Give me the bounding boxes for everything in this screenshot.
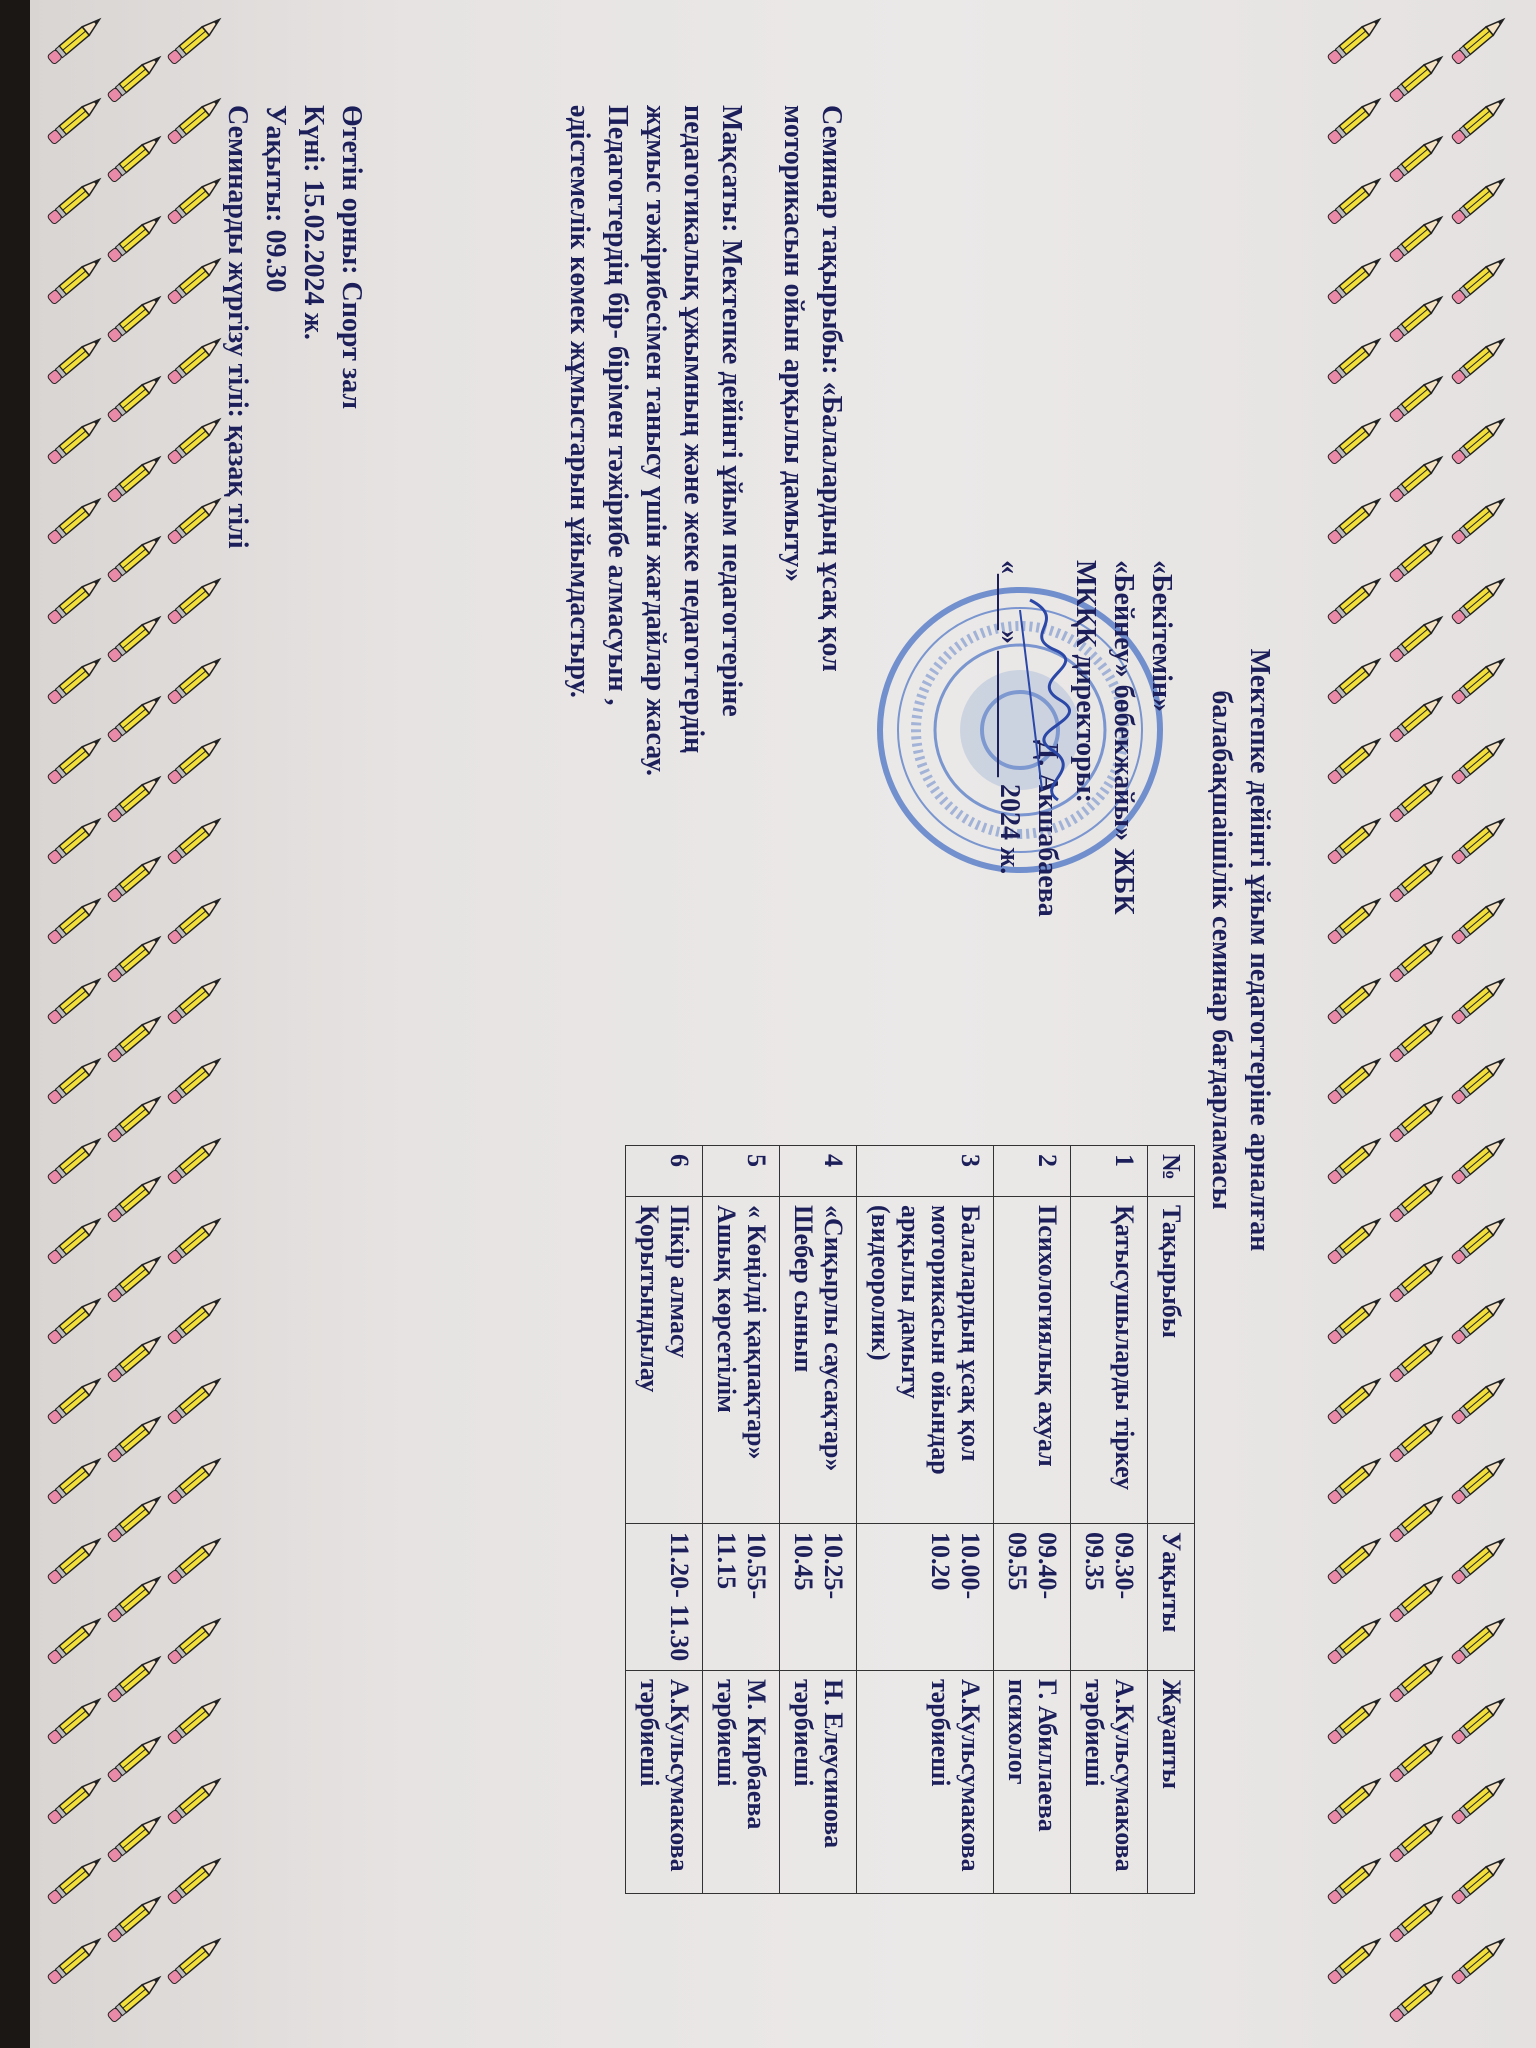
row-responsible: А.Кульсумакова тәрбиеші [857,1671,994,1894]
pencil-icon [1327,95,1383,145]
table-row [1071,1146,1148,1894]
table-row [703,1146,780,1894]
row-number: 5 [703,1146,780,1197]
pencil-icon [1451,415,1507,465]
pencil-icon [1389,1493,1445,1543]
pencil-icon [107,1893,163,1943]
schedule-header-row [1148,1146,1195,1894]
pencil-icon [1389,693,1445,743]
pencil-icon [47,1855,103,1905]
pencil-icon [1327,1695,1383,1745]
pencil-icon [107,693,163,743]
table-row [994,1146,1071,1894]
director-name: Д. Акшабаева [1032,740,1063,917]
row-responsible: Н. Елеусинова тәрбиеші [780,1671,857,1894]
pencil-icon [107,1173,163,1223]
pencil-icon [107,1253,163,1303]
signature [1010,590,1080,810]
event-details [218,105,370,548]
pencil-icon [1389,373,1445,423]
schedule-table [625,1145,1195,1894]
pencil-icon [107,1573,163,1623]
pencil-icon [1327,415,1383,465]
pencil-icon [47,815,103,865]
row-time: 11.20- 11.30 [626,1524,703,1671]
pencil-icon [1451,15,1507,65]
pencil-icon [1327,1215,1383,1265]
row-number: 2 [994,1146,1071,1197]
pencil-icon [1451,1215,1507,1265]
row-topic: Пікір алмасу Қорытындылау [626,1197,703,1524]
pencil-icon [1327,1775,1383,1825]
table-row [857,1146,994,1894]
pencil-icon [47,255,103,305]
pencil-icon [47,495,103,545]
pencil-icon [1389,133,1445,183]
pencil-icon [107,1733,163,1783]
pencil-border-right [1320,0,1520,2048]
pencil-icon [1327,575,1383,625]
pencil-icon [107,1333,163,1383]
pencil-icon [1327,1375,1383,1425]
row-time: 09.30- 09.35 [1071,1524,1148,1671]
pencil-icon [47,335,103,385]
row-topic: Психологиялық ахуал [994,1197,1071,1524]
row-responsible: А.Кульсумакова тәрбиеші [626,1671,703,1894]
pencil-icon [107,133,163,183]
pencil-icon [1451,1055,1507,1105]
pencil-icon [47,15,103,65]
event-language: Семинарды жүргізу тілі: қазақ тілі [222,105,253,549]
pencil-icon [1327,175,1383,225]
pencil-icon [1389,1253,1445,1303]
pencil-icon [1451,1295,1507,1345]
organization-name: «Бейнеу» бөбекжайы» ЖБК [1108,560,1139,915]
pencil-icon [1451,575,1507,625]
pencil-icon [1389,1573,1445,1623]
pencil-icon [107,933,163,983]
pencil-icon [107,1813,163,1863]
pencil-icon [1327,1295,1383,1345]
row-topic: Балалардың ұсақ қол моторикасын ойындар арқылы дамыту (видеоролик) [857,1197,994,1524]
pencil-icon [47,1295,103,1345]
pencil-icon [107,453,163,503]
row-time: 10.55- 11.15 [703,1524,780,1671]
pencil-icon [1389,53,1445,103]
row-responsible: М. Кирбаева тәрбиеші [703,1671,780,1894]
pencil-icon [1451,815,1507,865]
pencil-icon [107,1093,163,1143]
pencil-icon [1451,1935,1507,1985]
pencil-icon [1389,1733,1445,1783]
approve-label: «Бекітемін» [1146,560,1177,713]
pencil-icon [1451,255,1507,305]
pencil-icon [47,1615,103,1665]
pencil-icon [1451,1135,1507,1185]
pencil-icon [1451,175,1507,225]
pencil-icon [1327,15,1383,65]
pencil-icon [1327,1135,1383,1185]
pencil-icon [47,95,103,145]
header-responsible: Жауапты [1148,1671,1195,1894]
pencil-icon [1389,1813,1445,1863]
pencil-icon [1389,1413,1445,1463]
pencil-icon [107,293,163,343]
pencil-icon [1389,1973,1445,2023]
pencil-icon [1389,1013,1445,1063]
pencil-icon [47,1215,103,1265]
director-label: МКҚК директоры: [1070,560,1101,803]
seminar-topic: Семинар тақырыбы: «Балалардың ұсақ қол моторикасын ойын арқылы дамыту» [778,105,847,672]
pencil-icon [107,853,163,903]
pencil-icon [1389,853,1445,903]
pencil-icon [47,575,103,625]
seminar-goal: Мақсаты: Мектепке дейінгі ұйым педагогтеріне педагогикалық ұжымның және жеке педагогтердің жұмыс тәжірибесімен танысу үшін жағдайлар жасау. Педагогтердің бір- бірімен тәжірибе алмасуын , әдістемелік көмек жұмыстарын ұйымдастыру. [564,105,747,777]
pencil-icon [107,1973,163,2023]
pencil-icon [1451,1455,1507,1505]
pencil-icon [107,1413,163,1463]
pencil-icon [1389,773,1445,823]
row-time: 09.40- 09.55 [994,1524,1071,1671]
pencil-icon [1389,933,1445,983]
pencil-icon [1389,1093,1445,1143]
pencil-icon [1451,895,1507,945]
pencil-icon [1327,1615,1383,1665]
pencil-icon [47,175,103,225]
pencil-icon [1451,1775,1507,1825]
row-number: 4 [780,1146,857,1197]
pencil-icon [47,1935,103,1985]
row-topic: «Сиқырлы саусақтар» Шебер сынып [780,1197,857,1524]
header-time: Уақыты [1148,1524,1195,1671]
pencil-icon [1327,255,1383,305]
pencil-icon [47,975,103,1025]
pencil-icon [47,1455,103,1505]
approval-date: «____» _________ 2024 ж. [994,560,1025,875]
pencil-icon [1327,815,1383,865]
pencil-icon [107,53,163,103]
pencil-icon [47,1535,103,1585]
pencil-icon [47,895,103,945]
pencil-icon [107,373,163,423]
pencil-icon [1451,495,1507,545]
header-topic: Тақырыбы [1148,1197,1195,1524]
pencil-icon [1451,975,1507,1025]
table-row [780,1146,857,1894]
document-title-line2: балабақшаішілік семинар бағдарламасы [1206,690,1237,1210]
pencil-icon [1327,975,1383,1025]
pencil-icon [1389,1333,1445,1383]
pencil-icon [1451,1535,1507,1585]
pencil-icon [1451,1695,1507,1745]
pencil-icon [1327,1455,1383,1505]
pencil-icon [1389,1173,1445,1223]
pencil-icon [47,1775,103,1825]
pencil-icon [107,1013,163,1063]
pencil-icon [1451,735,1507,785]
event-time: Уақыты: 09.30 [260,105,291,293]
pencil-icon [1327,1855,1383,1905]
row-responsible: Г. Абиллаева психолог [994,1671,1071,1894]
row-time: 10.25- 10.45 [780,1524,857,1671]
pencil-icon [47,1055,103,1105]
pencil-icon [1327,335,1383,385]
row-number: 3 [857,1146,994,1197]
row-topic: Қатысушыларды тіркеу [1071,1197,1148,1524]
pencil-icon [47,1375,103,1425]
pencil-icon [1327,895,1383,945]
pencil-icon [1389,1653,1445,1703]
table-row [626,1146,703,1894]
pencil-icon [1389,533,1445,583]
pencil-icon [1389,453,1445,503]
pencil-icon [1389,613,1445,663]
pencil-icon [47,1695,103,1745]
row-topic: « Көңілді қақпақтар» Ашық көрсетілім [703,1197,780,1524]
pencil-icon [1389,213,1445,263]
row-number: 1 [1071,1146,1148,1197]
pencil-icon [1451,655,1507,705]
pencil-icon [107,213,163,263]
pencil-icon [1451,1375,1507,1425]
pencil-icon [107,613,163,663]
pencil-icon [1389,293,1445,343]
pencil-icon [1327,735,1383,785]
pencil-icon [1451,335,1507,385]
pencil-icon [47,1135,103,1185]
pencil-icon [1451,95,1507,145]
row-responsible: А.Кульсумакова тәрбиеші [1071,1671,1148,1894]
pencil-icon [47,735,103,785]
pencil-icon [1327,1535,1383,1585]
pencil-icon [107,773,163,823]
pencil-icon [1451,1855,1507,1905]
event-place: Өтетін орны: Спорт зал [336,105,367,410]
pencil-icon [107,1653,163,1703]
pencil-icon [47,415,103,465]
document-title-line1: Мектепке дейінгі ұйым педагогтеріне арналған [1244,648,1275,1252]
header-number: № [1148,1146,1195,1197]
document-content [180,0,1290,2048]
row-time: 10.00- 10.20 [857,1524,994,1671]
pencil-icon [47,655,103,705]
pencil-icon [1327,655,1383,705]
pencil-icon [1327,495,1383,545]
event-day: Күні: 15.02.2024 ж. [298,105,329,340]
row-number: 6 [626,1146,703,1197]
pencil-icon [1389,1893,1445,1943]
pencil-icon [1451,1615,1507,1665]
pencil-icon [107,533,163,583]
pencil-icon [1327,1935,1383,1985]
pencil-icon [1327,1055,1383,1105]
pencil-icon [107,1493,163,1543]
